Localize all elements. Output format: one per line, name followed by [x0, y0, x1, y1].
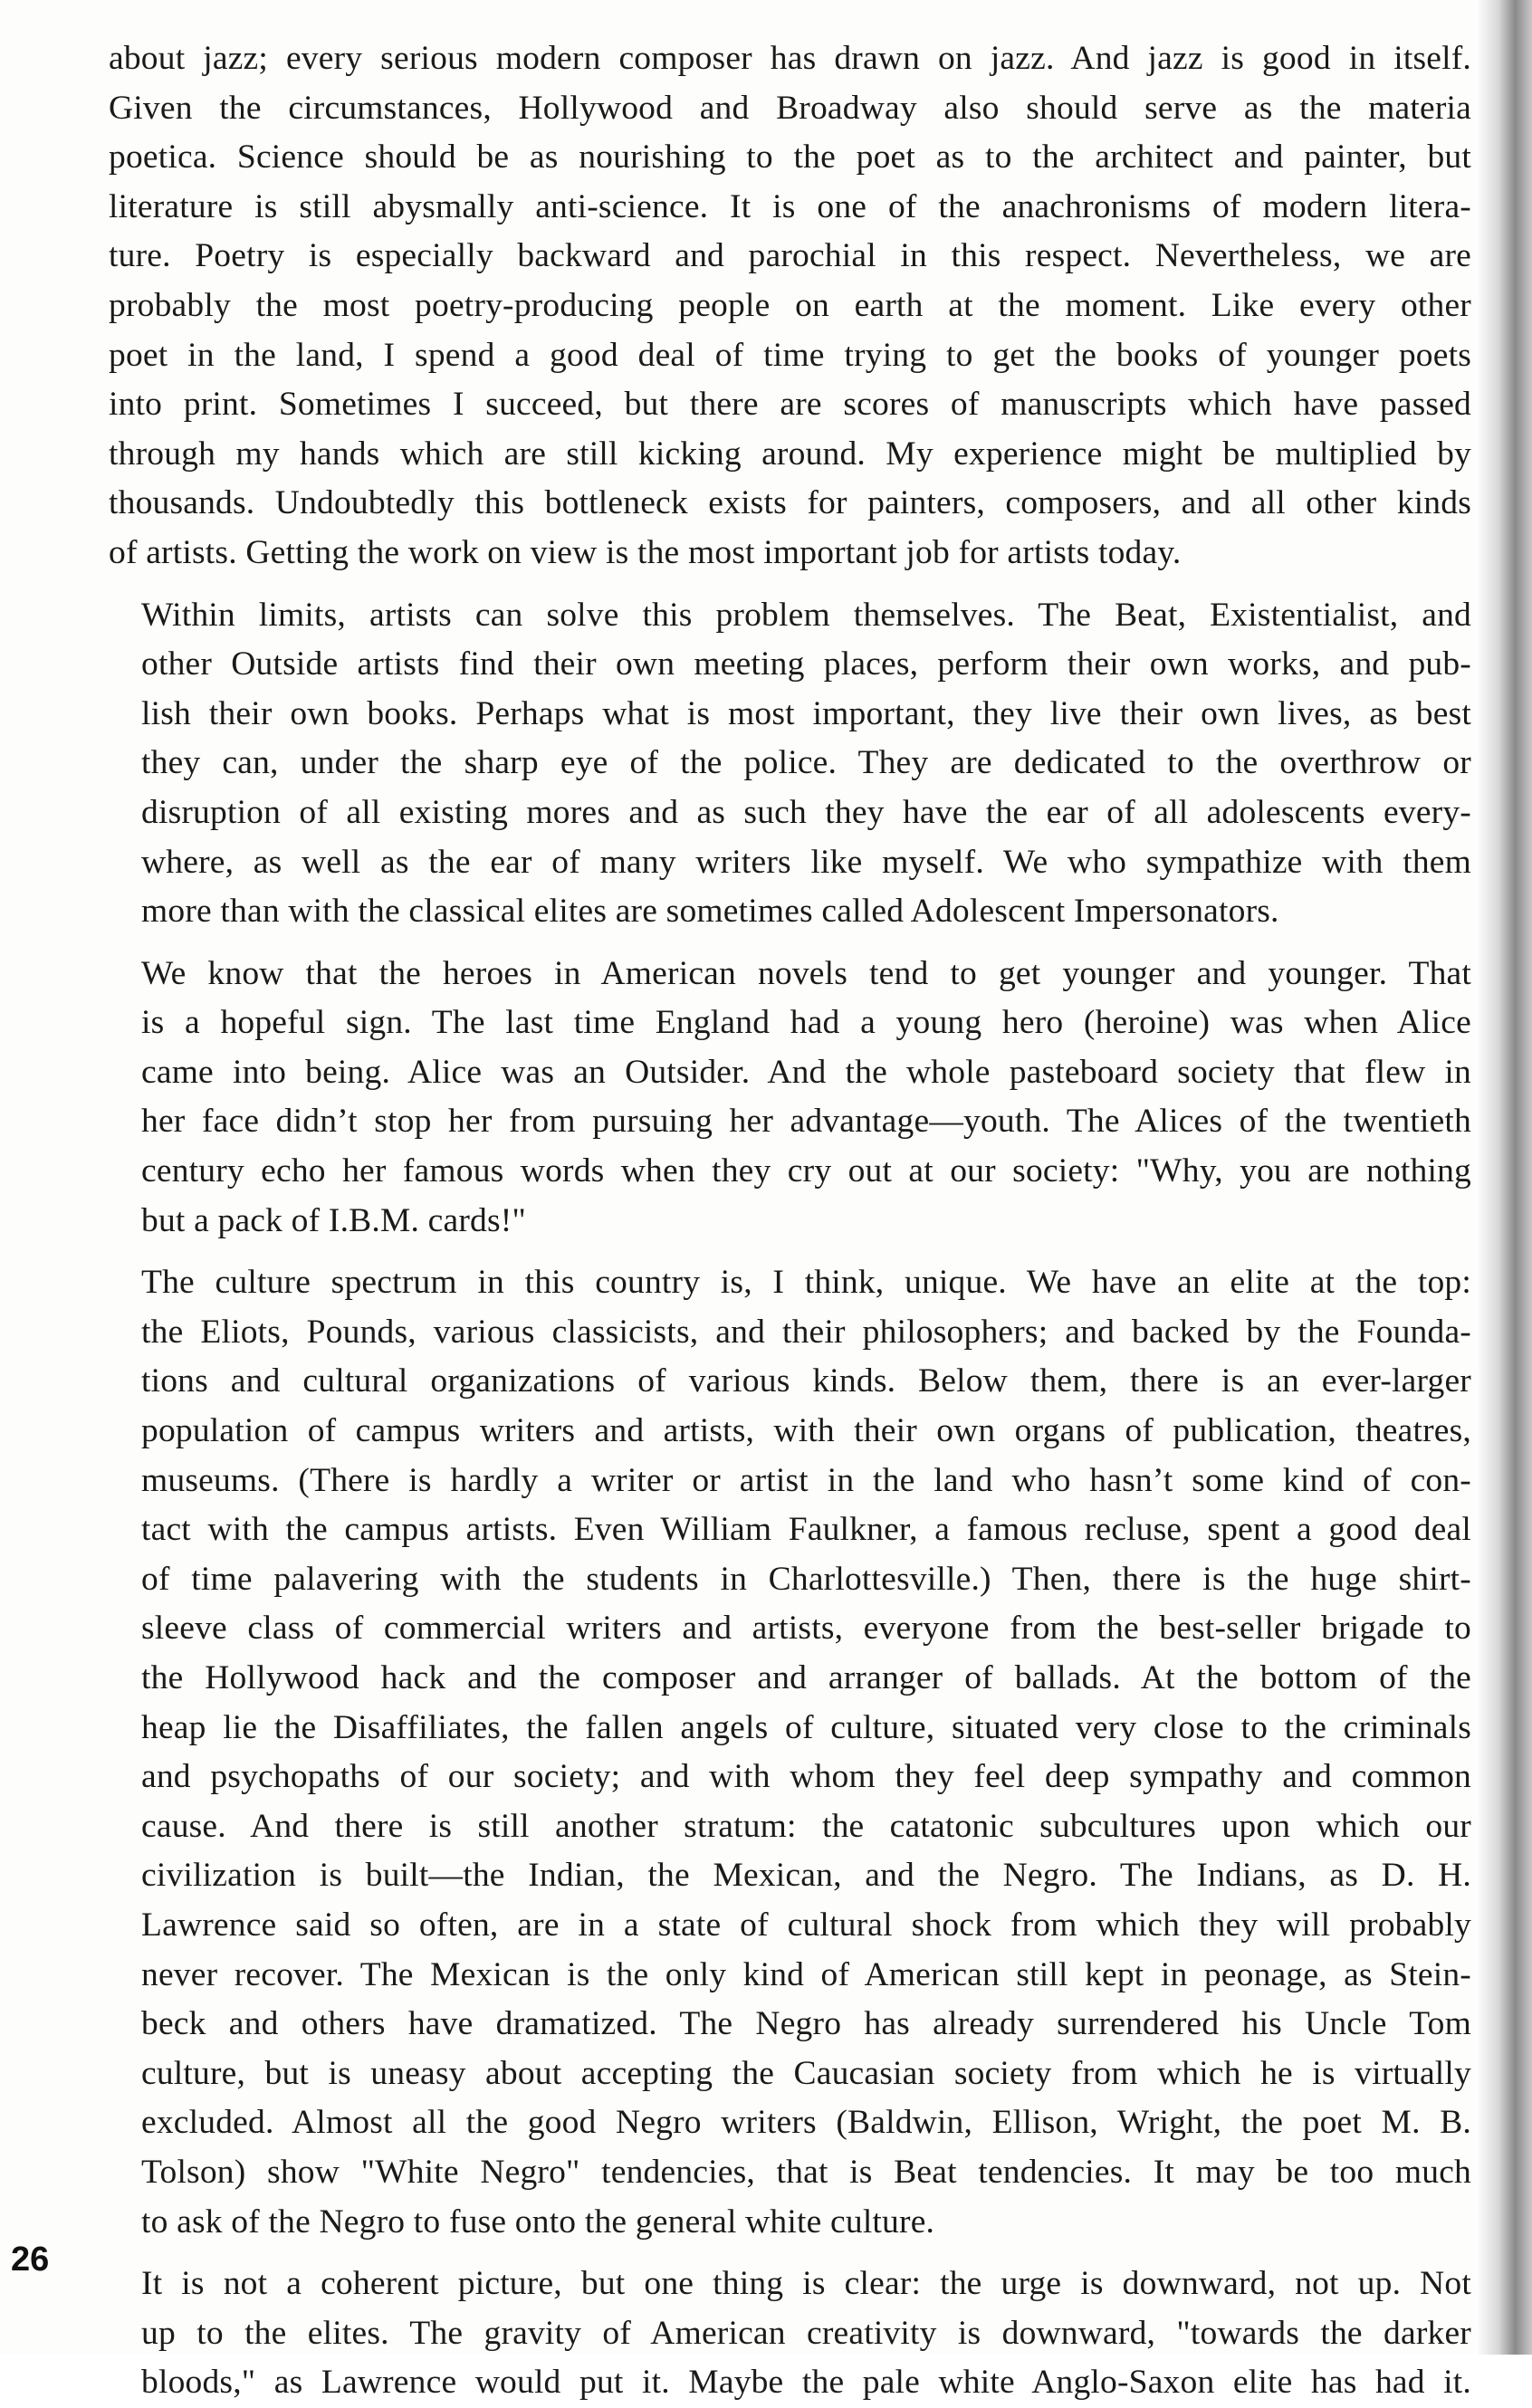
text-line: museums. (There is hardly a writer or artist in the land who hasn’t some kind of con-	[141, 1461, 1471, 1499]
text-line: The culture spectrum in this country is, I think, unique. We have an elite at the top:	[141, 1264, 1471, 1302]
page-number: 26	[11, 2241, 50, 2279]
text-line: It is not a coherent picture, but one thing is clear: the urge is downward, not up. Not	[141, 2265, 1471, 2303]
text-line: excluded. Almost all the good Negro writers (Baldwin, Ellison, Wright, the poet M. B.	[141, 2104, 1471, 2142]
text-line: culture, but is uneasy about accepting the Caucasian society from which he is virtually	[141, 2054, 1471, 2092]
body-text	[109, 34, 1471, 2408]
paragraph	[109, 34, 1471, 578]
text-line: We know that the heroes in American novels tend to get younger and younger. That	[141, 954, 1471, 992]
text-line: never recover. The Mexican is the only kind of American still kept in peonage, as Stein-	[141, 1955, 1471, 1993]
text-line: Tolson) show "White Negro" tendencies, that is Beat tendencies. It may be too much	[141, 2153, 1471, 2191]
text-line: civilization is built—the Indian, the Mexican, and the Negro. The Indians, as D. H.	[141, 1857, 1471, 1895]
paragraph	[109, 591, 1471, 937]
text-line: where, as well as the ear of many writers like myself. We who sympathize with them	[141, 843, 1471, 881]
text-line: ture. Poetry is especially backward and parochial in this respect. Nevertheless, we are	[109, 237, 1471, 275]
text-line: Within limits, artists can solve this problem themselves. The Beat, Existentialist, and	[141, 596, 1471, 634]
text-line: sleeve class of commercial writers and artists, everyone from the best-seller brigade to	[141, 1610, 1471, 1648]
text-line: literature is still abysmally anti-science. It is one of the anachronisms of modern litera-	[109, 187, 1471, 225]
text-line: cause. And there is still another stratum: the catatonic subcultures upon which our	[141, 1807, 1471, 1845]
text-line: but a pack of I.B.M. cards!"	[141, 1201, 526, 1239]
text-line: population of campus writers and artists, with their own organs of publication, theatres,	[141, 1412, 1471, 1450]
text-line: the Hollywood hack and the composer and arranger of ballads. At the bottom of the	[141, 1659, 1471, 1696]
text-line: disruption of all existing mores and as such they have the ear of all adolescents every-	[141, 793, 1471, 831]
text-line: and psychopaths of our society; and with whom they feel deep sympathy and common	[141, 1758, 1471, 1796]
text-line: tions and cultural organizations of various kinds. Below them, there is an ever-larger	[141, 1362, 1471, 1400]
text-line: poetica. Science should be as nourishing to the poet as to the architect and painter, but	[109, 139, 1471, 177]
text-line: heap lie the Disaffiliates, the fallen angels of culture, situated very close to the criminals	[141, 1708, 1471, 1746]
text-line: more than with the classical elites are sometimes called Adolescent Impersonators.	[141, 893, 1279, 931]
paragraph	[109, 1258, 1471, 2247]
text-line: poet in the land, I spend a good deal of time trying to get the books of younger poets	[109, 336, 1471, 374]
text-line: her face didn’t stop her from pursuing her advantage—youth. The Alices of the twentieth	[141, 1103, 1471, 1141]
text-line: Lawrence said so often, are in a state of cultural shock from which they will probably	[141, 1906, 1471, 1944]
text-line: tact with the campus artists. Even William Faulkner, a famous recluse, spent a good deal	[141, 1511, 1471, 1549]
text-line: probably the most poetry-producing people on earth at the moment. Like every other	[109, 286, 1471, 324]
text-line: of artists. Getting the work on view is the most important job for artists today.	[109, 533, 1182, 571]
text-line: came into being. Alice was an Outsider. And the whole pasteboard society that flew in	[141, 1053, 1471, 1091]
text-line: about jazz; every serious modern composer has drawn on jazz. And jazz is good in itself.	[109, 40, 1471, 77]
text-line: thousands. Undoubtedly this bottleneck exists for painters, composers, and all other kinds	[109, 484, 1471, 522]
paragraph	[109, 950, 1471, 1247]
text-line: up to the elites. The gravity of American creativity is downward, "towards the darker	[141, 2314, 1471, 2352]
text-line: the Eliots, Pounds, various classicists, and their philosophers; and backed by the Founda-	[141, 1313, 1471, 1351]
page-edge-shadow	[1476, 0, 1532, 2355]
text-line: lish their own books. Perhaps what is most important, they live their own lives, as best	[141, 694, 1471, 732]
text-line: beck and others have dramatized. The Negro has already surrendered his Uncle Tom	[141, 2005, 1471, 2043]
paragraph	[109, 2260, 1471, 2408]
text-line: to ask of the Negro to fuse onto the general white culture.	[141, 2203, 935, 2241]
text-line: bloods," as Lawrence would put it. Maybe the pale white Anglo-Saxon elite has had it.	[141, 2364, 1471, 2402]
text-line: into print. Sometimes I succeed, but there are scores of manuscripts which have passed	[109, 386, 1471, 424]
text-line: they can, under the sharp eye of the police. They are dedicated to the overthrow or	[141, 744, 1471, 782]
text-line: of time palavering with the students in Charlottesville.) Then, there is the huge shirt-	[141, 1560, 1471, 1598]
text-line: other Outside artists find their own meeting places, perform their own works, and pub-	[141, 645, 1471, 683]
text-line: is a hopeful sign. The last time England had a young hero (heroine) was when Alice	[141, 1004, 1471, 1042]
text-line: Given the circumstances, Hollywood and Broadway also should serve as the materia	[109, 89, 1471, 127]
text-line: century echo her famous words when they cry out at our society: "Why, you are nothing	[141, 1152, 1471, 1190]
text-line: through my hands which are still kicking around. My experience might be multiplied by	[109, 435, 1471, 473]
